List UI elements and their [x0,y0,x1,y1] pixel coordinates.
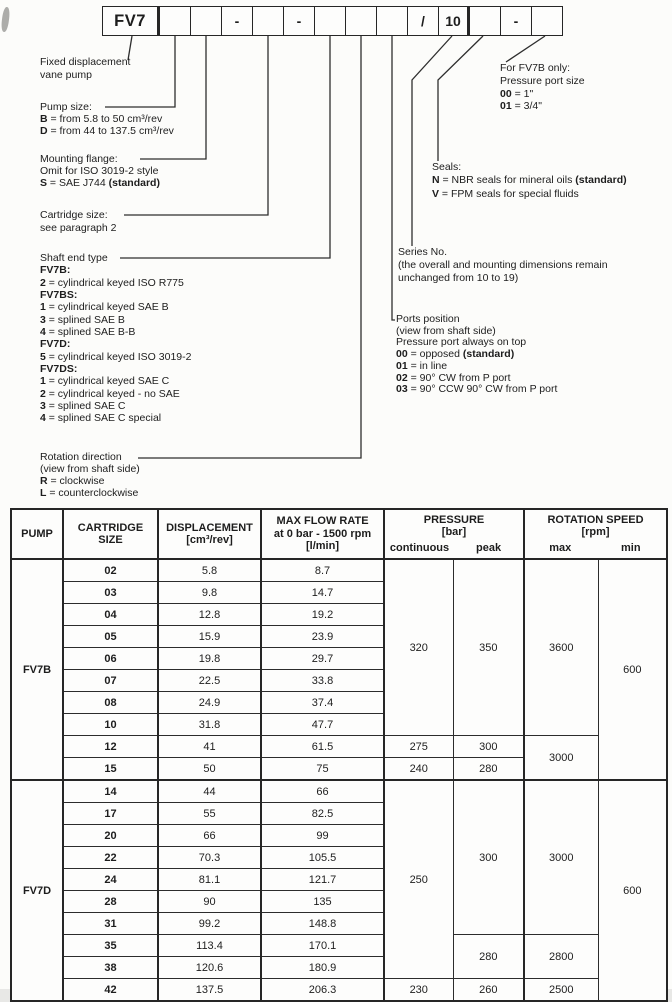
label-text: = cylindrical keyed SAE C [45,375,170,388]
table-cell: 31.8 [158,714,261,736]
label-text: FV7BS: [40,289,78,302]
code-cell-fv7: FV7 [102,6,160,36]
header-line: [rpm] [581,526,610,539]
code-cell-blank [470,6,501,36]
table-cell: 300 [453,736,524,758]
table-cell: 19.2 [261,604,384,626]
label-line [40,375,191,387]
code-cell-blank [346,6,377,36]
table-cell: 14.7 [261,582,384,604]
table-cell: 50 [158,758,261,781]
label-text: = FPM seals for special fluids [439,187,579,200]
table-cell: 600 [598,559,667,780]
label-text: = splined SAE B-B [45,326,136,339]
table-cell: 99.2 [158,913,261,935]
table-cell: 15 [63,758,158,781]
table-cell: 66 [261,780,384,803]
label-text: 02 [396,371,408,384]
table-cell: 600 [598,780,667,1001]
table-cell: 120.6 [158,957,261,979]
table-cell: 121.7 [261,869,384,891]
header-cartridge-size [63,509,158,559]
label-line [40,277,191,289]
label-ports-position [396,314,557,396]
table-cell: 03 [63,582,158,604]
code-cell-slash: / [408,6,439,36]
label-text: 00 [500,87,512,100]
code-cell-blank [191,6,222,36]
label-text: V [432,187,440,200]
label-text: vane pump [40,69,92,81]
label-line [40,314,191,326]
label-text: (standard) [108,177,160,189]
header-line: SIZE [98,534,123,546]
label-line [40,113,174,125]
table-cell: 10 [63,714,158,736]
table-cell: 240 [384,758,453,781]
label-text: = 1" [511,87,534,100]
label-text: 1 [40,375,46,388]
pump-cell: FV7D [11,780,63,1001]
label-text: (the overall and mounting dimensions remain [398,259,608,271]
table-row [11,780,667,803]
label-text: = splined SAE C special [45,412,162,425]
label-text: = splined SAE C [45,400,126,413]
table-cell: 280 [453,758,524,781]
label-line [40,209,116,222]
header-line: ROTATION SPEED [547,513,644,526]
table-cell: 8.7 [261,559,384,582]
table-cell: 300 [453,780,524,935]
table-cell: 15.9 [158,626,261,648]
label-line [40,177,160,189]
table-cell: 5.8 [158,559,261,582]
label-line [500,88,585,101]
label-text: = cylindrical keyed - no SAE [45,387,180,400]
header-pressure-sub [385,542,523,555]
header-pressure-peak: peak [475,541,502,554]
label-text: = from 5.8 to 50 cm³/rev [47,113,163,125]
table-cell: 230 [384,979,453,1002]
table-cell: 260 [453,979,524,1002]
leader-shaft-end-type [120,36,330,258]
table-row [11,935,667,957]
label-text: 2 [40,276,46,289]
table-cell: 280 [453,935,524,979]
label-rotation-direction [40,452,140,500]
label-text: 01 [500,100,512,113]
code-cell-blank [532,6,563,36]
label-text: Omit for ISO 3019-2 style [40,165,159,177]
table-cell: 113.4 [158,935,261,957]
label-text: FV7B: [40,264,71,277]
label-line [40,363,191,375]
label-text: Pressure port size [500,74,585,87]
label-line [40,301,191,313]
table-cell: 206.3 [261,979,384,1002]
label-text: Mounting flange: [40,153,118,165]
pump-cell: FV7B [11,559,63,780]
table-cell: 350 [453,559,524,736]
table-cell: 12 [63,736,158,758]
table-cell: 180.9 [261,957,384,979]
label-line [500,100,585,113]
spec-table-body [11,559,667,1001]
label-line [398,246,608,259]
label-text: = in line [407,359,448,372]
label-text: = SAE J744 [47,177,109,189]
label-text: FV7DS: [40,363,78,376]
label-line [40,326,191,338]
table-cell: 275 [384,736,453,758]
table-cell: 61.5 [261,736,384,758]
label-text: Pump size: [40,101,92,113]
label-line [40,264,191,276]
header-rotation-sub [525,542,666,555]
header-line: [l/min] [306,540,339,553]
label-line [40,101,174,113]
label-text: = cylindrical keyed ISO 3019-2 [45,350,192,363]
table-cell: 19.8 [158,648,261,670]
label-text: Rotation direction [40,451,122,463]
table-cell: 47.7 [261,714,384,736]
code-cell-10: 10 [439,6,470,36]
label-line [40,69,130,82]
table-cell: 90 [158,891,261,913]
table-cell: 02 [63,559,158,582]
table-cell: 2500 [524,979,598,1002]
label-line [432,188,627,201]
table-cell: 33.8 [261,670,384,692]
label-text: Ports position [396,313,460,325]
table-cell: 105.5 [261,847,384,869]
table-cell: 170.1 [261,935,384,957]
label-text: Pressure port always on top [396,336,527,349]
label-text: unchanged from 10 to 19) [398,272,519,284]
table-cell: 07 [63,670,158,692]
label-pump-size [40,101,174,137]
header-max-flow-rate [261,509,384,559]
label-line [398,259,608,272]
leader-series-no [412,36,452,246]
label-pressure-port-size [500,62,585,113]
table-cell: 81.1 [158,869,261,891]
label-line [40,56,130,69]
table-cell: 12.8 [158,604,261,626]
label-line [40,289,191,301]
label-text: 4 [40,412,46,425]
label-text: 3 [40,313,46,326]
label-text: 1 [40,301,46,314]
label-line [40,338,191,350]
header-line: PRESSURE [423,513,485,526]
label-line [40,252,191,264]
spec-table [10,508,668,1002]
table-cell: 29.7 [261,648,384,670]
header-rotation-max: max [549,541,572,554]
label-text: Cartridge size: [40,209,108,221]
table-cell: 23.9 [261,626,384,648]
label-text: 00 [396,348,408,361]
spec-table-header [11,509,667,559]
leader-mounting-flange [140,36,206,159]
model-code-strip [102,6,563,36]
table-cell: 06 [63,648,158,670]
label-line [40,125,174,137]
table-cell: 250 [384,780,453,979]
label-text: N [432,174,440,187]
table-cell: 75 [261,758,384,781]
table-cell: 22.5 [158,670,261,692]
table-cell: 137.5 [158,979,261,1002]
leader-pressure-port-size [506,36,545,62]
label-text: R [40,474,48,487]
code-cell-blank [253,6,284,36]
leader-ports-position [392,36,395,320]
table-cell: 148.8 [261,913,384,935]
label-text: = 90° CCW 90° CW from P port [407,383,558,396]
header-line: DISPLACEMENT [166,521,253,534]
table-cell: 31 [63,913,158,935]
label-line [500,62,585,75]
table-cell: 3000 [524,736,598,781]
label-text: = 3/4" [511,100,542,113]
label-text: = cylindrical keyed ISO R775 [45,276,184,289]
code-cell-blank [377,6,408,36]
label-text: 5 [40,350,46,363]
code-cell-dash: - [222,6,253,36]
table-cell: 20 [63,825,158,847]
label-text: 03 [396,383,408,396]
label-text: Seals: [432,161,462,173]
label-line [432,161,627,174]
label-text: L [40,486,47,499]
label-line [40,400,191,412]
code-cell-blank [315,6,346,36]
label-text: FV7D: [40,338,71,351]
label-line [40,351,191,363]
table-cell: 08 [63,692,158,714]
label-text: 3 [40,400,46,413]
header-line: MAX FLOW RATE [276,515,369,528]
label-text: D [40,125,48,137]
label-line [40,412,191,424]
label-fixed-displacement [40,56,130,82]
table-cell: 135 [261,891,384,913]
label-text: For FV7B only: [500,62,571,74]
header-line: [cm³/rev] [186,534,233,546]
label-line [398,272,608,285]
table-cell: 2800 [524,935,598,979]
label-text: Fixed displacement [40,56,131,68]
table-cell: 320 [384,559,453,736]
label-text: (standard) [462,348,515,361]
label-text: = counterclockwise [46,486,139,499]
table-cell: 99 [261,825,384,847]
table-cell: 04 [63,604,158,626]
label-text: S [40,177,48,189]
label-text: 2 [40,387,46,400]
label-line [40,153,160,165]
header-line: CARTRIDGE [77,521,144,534]
label-text: (view from shaft side) [40,462,140,475]
label-text: Shaft end type [40,252,108,264]
label-seals [432,161,627,201]
table-cell: 3000 [524,780,598,935]
table-cell: 28 [63,891,158,913]
table-cell: 66 [158,825,261,847]
table-cell: 24 [63,869,158,891]
label-line [500,75,585,88]
leader-seals [438,36,483,161]
header-rotation-min: min [620,541,641,554]
label-cartridge-size [40,209,116,234]
label-line [40,388,191,400]
label-text: 4 [40,326,46,339]
label-shaft-end-type [40,252,191,425]
label-line [40,222,116,235]
label-text: 01 [396,359,408,372]
label-line [40,165,160,177]
label-text: (standard) [575,174,627,187]
table-cell: 41 [158,736,261,758]
table-row [11,559,667,582]
table-cell: 35 [63,935,158,957]
header-displacement [158,509,261,559]
label-text: = from 44 to 137.5 cm³/rev [47,125,174,137]
table-cell: 44 [158,780,261,803]
table-cell: 22 [63,847,158,869]
label-text: = opposed [407,348,463,361]
header-line: at 0 bar - 1500 rpm [273,527,372,540]
header-pressure [384,509,524,559]
label-text: Series No. [398,246,448,258]
table-cell: 37.4 [261,692,384,714]
header-rotation-speed [524,509,667,559]
table-cell: 14 [63,780,158,803]
table-cell: 70.3 [158,847,261,869]
table-cell: 24.9 [158,692,261,714]
code-cell-dash: - [284,6,315,36]
label-text: B [40,113,48,125]
label-line [40,488,140,500]
label-text: = 90° CW from P port [407,371,511,384]
label-text: = NBR seals for mineral oils [439,174,576,187]
header-line: [bar] [441,526,467,539]
label-text: = cylindrical keyed SAE B [45,301,169,314]
label-text: (view from shaft side) [396,324,496,337]
table-cell: 55 [158,803,261,825]
table-cell: 82.5 [261,803,384,825]
table-cell: 3600 [524,559,598,736]
header-pressure-continuous: continuous [389,541,450,554]
table-cell: 05 [63,626,158,648]
label-series-no [398,246,608,285]
table-cell: 9.8 [158,582,261,604]
table-cell: 42 [63,979,158,1002]
label-line [432,174,627,187]
table-row [11,979,667,1002]
label-line [396,384,557,396]
label-text: see paragraph 2 [40,221,117,234]
table-row [11,736,667,758]
label-mounting-flange [40,153,160,189]
code-cell-dash: - [501,6,532,36]
code-cell-blank [160,6,191,36]
table-cell: 38 [63,957,158,979]
label-text: = splined SAE B [45,313,125,326]
table-cell: 17 [63,803,158,825]
header-pump: PUMP [11,509,63,559]
label-text: = clockwise [47,474,105,487]
